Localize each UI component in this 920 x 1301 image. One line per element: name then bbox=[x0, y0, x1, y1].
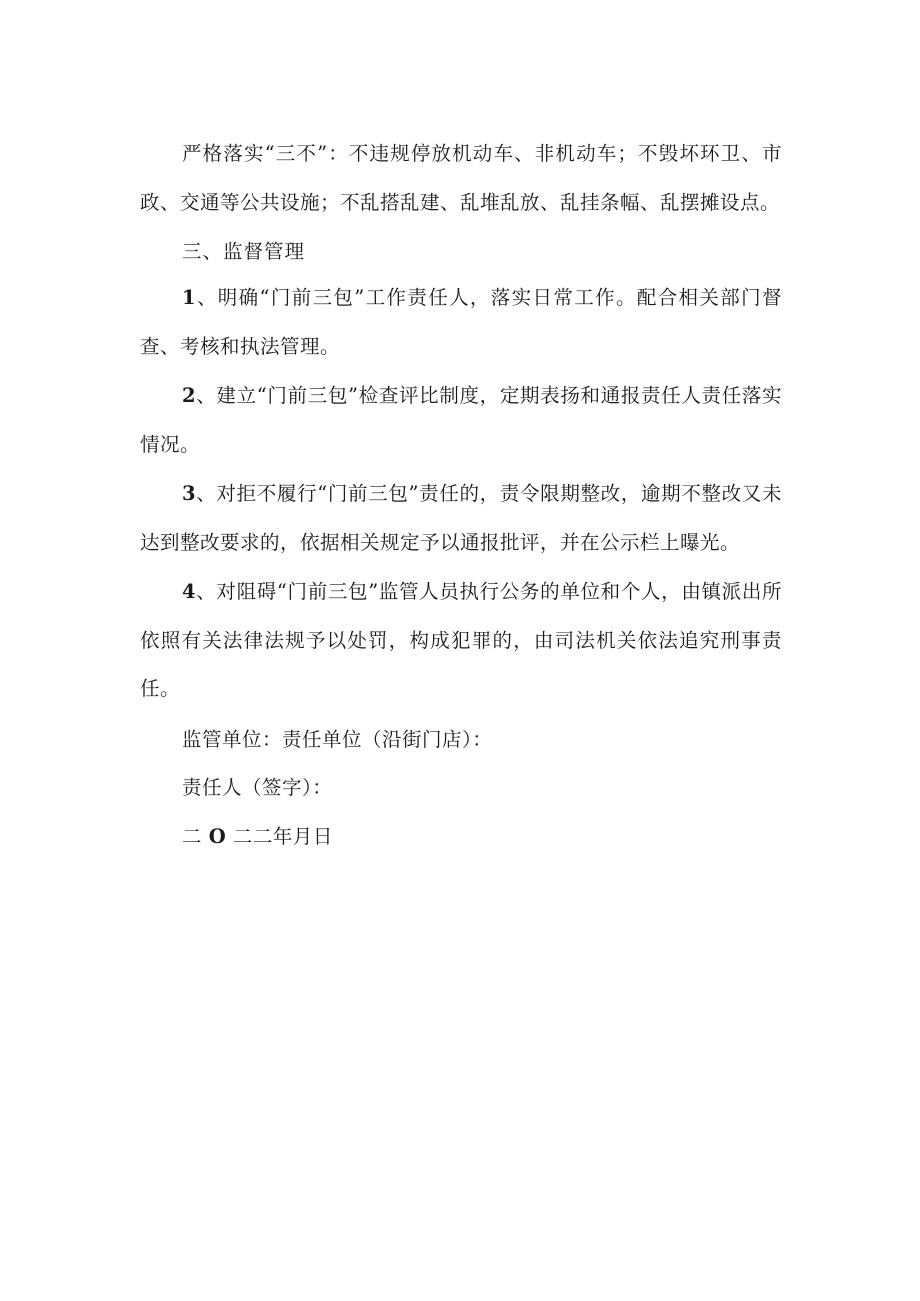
supervisor-line: 监管单位：责任单位（沿街门店）： bbox=[182, 728, 493, 751]
intro-paragraph: 严格落实“三不”：不违规停放机动车、非机动车；不毁坏环卫、市政、交通等公共设施；不乱搭乱建、乱堆乱放、乱挂条幅、乱摆摊设点。 bbox=[140, 142, 782, 214]
date-zero: O bbox=[208, 825, 227, 848]
item-text: 、对拒不履行“门前三包”责任的，责令限期整改，逾期不整改又未达到整改要求的，依据相关规定予以通报批评，并在公示栏上曝光。 bbox=[140, 482, 782, 554]
item-number: 3 bbox=[182, 482, 197, 505]
list-item bbox=[140, 372, 782, 469]
item-number: 2 bbox=[182, 384, 197, 407]
section-heading: 三、监督管理 bbox=[182, 240, 306, 263]
list-item bbox=[140, 274, 782, 371]
item-text: 、对阻碍“门前三包”监管人员执行公务的单位和个人，由镇派出所依照有关法律法规予以处罚，构成犯罪的，由司法机关依法追究刑事责任。 bbox=[140, 580, 782, 700]
date-prefix: 二 bbox=[182, 825, 203, 848]
list-item bbox=[140, 470, 782, 567]
responsible-person-line: 责任人（签字）： bbox=[182, 776, 333, 799]
item-text: 、明确“门前三包”工作责任人，落实日常工作。配合相关部门督查、考核和执法管理。 bbox=[140, 286, 782, 358]
list-item bbox=[140, 568, 782, 714]
item-number: 4 bbox=[182, 580, 197, 603]
item-number: 1 bbox=[182, 286, 197, 309]
item-text: 、建立“门前三包”检查评比制度，定期表扬和通报责任人责任落实情况。 bbox=[140, 384, 782, 456]
date-line bbox=[182, 822, 333, 852]
date-suffix: 二二年月日 bbox=[232, 825, 333, 848]
